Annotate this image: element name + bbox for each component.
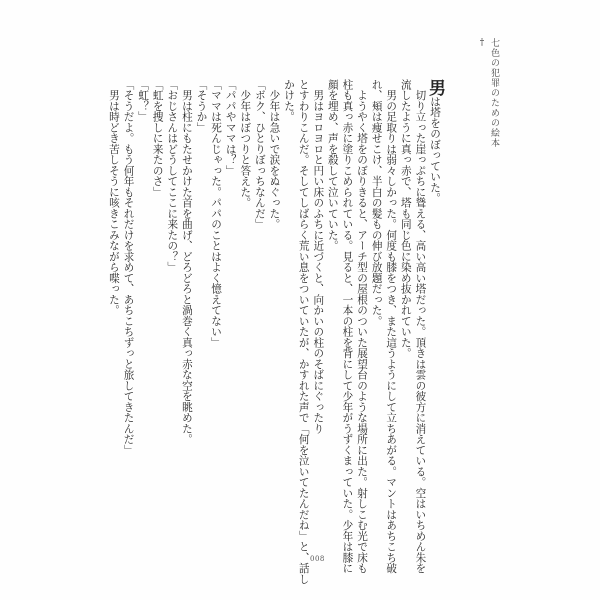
text-line: 「虹を捜しに来たのさ」 [151,79,164,198]
text-line: かけた。 [283,79,296,122]
text-line: 「ママは死んじゃった。パパのことはよく憶えてない」 [210,79,223,348]
text-line: 柱も真っ赤に塗りこめられている。見ると、一本の柱を背にして少年がうずくまっていた。少年は膝に [341,79,354,574]
text-line: 「虹？」 [137,79,150,122]
text-line: とすわりこんだ。そしてしばらく荒い息をついていたが、かすれた声で「何を泣いてたんだね」と、話し [297,79,310,585]
text-line: 男はヨロヨロと円い床のふちに近づくと、向かいの柱のそばにぐったり [312,79,325,434]
text-line: ようやく塔をのぼりきると、アーチ型の屋根のついた展望台のような場所に出た。射しこむ光で床も [356,79,369,574]
text-line: 少年はぼつりと答えた。 [239,79,252,208]
text-line: 男は柱にもたせかけた首を曲げ、どろどろと渦巻く真っ赤な空を眺めた。 [180,79,193,445]
text-line: 流したように真っ赤で、塔も同じ色に染め抜かれていた。 [399,79,412,359]
text-line [425,79,445,564]
text-line: 男は時どき苦しそうに咳きこみながら喋った。 [107,79,120,316]
page-number: 008 [310,555,325,563]
body-text [106,79,445,585]
text-line: れ、頬は痩せこけ、半白の髪もの伸び放題だった。 [370,79,383,327]
text-line: 切り立った崖っぷちに聳える、高い高い塔だった。頂きは雲の彼方に消えている。空はいちめん朱を [414,79,427,574]
text-line: 男の足取りは弱々しかった。何度も膝をつき、また這うようにして立ちあがる。マントはあちこち破 [385,79,398,574]
text-line: 「ボク、ひとりぼっちなんだ」 [253,79,266,230]
text-line-content: は塔をのぼっていた。 [429,96,441,204]
text-line: 少年は急いで涙をぬぐった。 [268,79,281,230]
text-line: 「おじさんはどうしてここに来たの？」 [166,79,179,273]
text-line: 「パパやママは？」 [224,79,237,176]
running-head: 七色の犯罪のための絵本 † [477,38,499,158]
text-line: 「そうだよ。もう何年もそれだけを求めて、あちこちずっと旅してきたんだ」 [122,79,135,456]
text-line: 顔を埋め、声を殺して泣いていた。 [326,79,339,251]
drop-character: 男 [425,79,445,97]
text-line: 「そうか」 [195,79,208,133]
